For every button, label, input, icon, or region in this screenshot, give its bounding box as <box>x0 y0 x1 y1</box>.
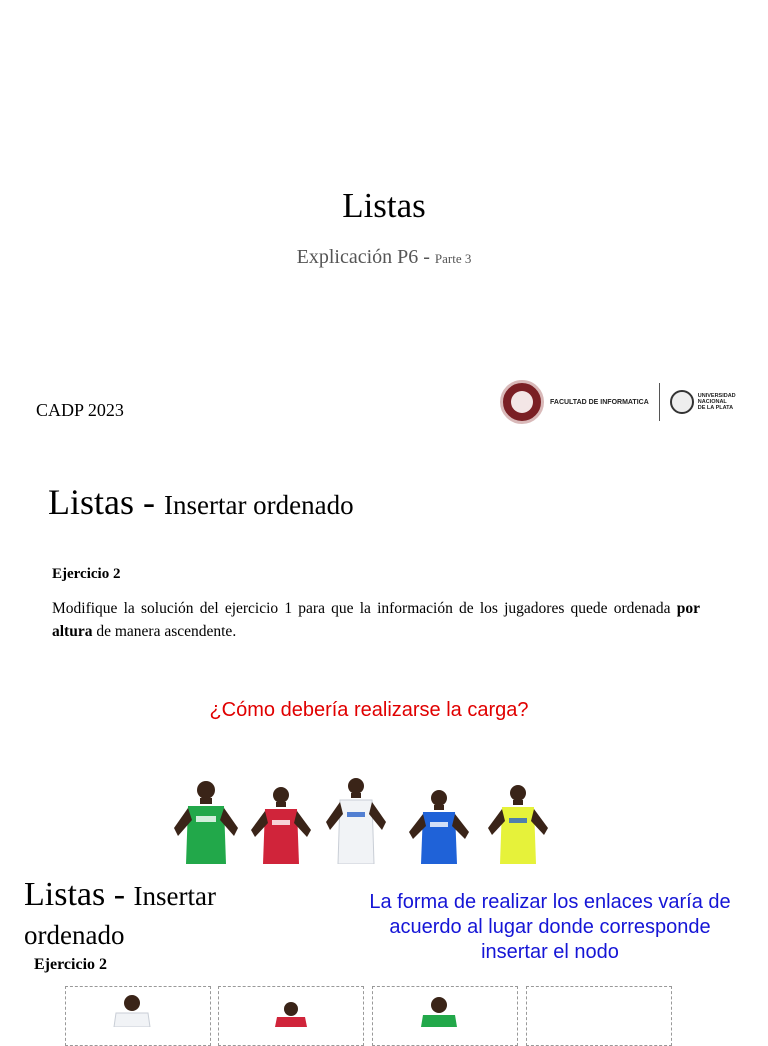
player-blue <box>402 786 476 864</box>
player-green <box>166 776 246 864</box>
player-white <box>318 774 394 864</box>
loading-question: ¿Cómo debería realizarse la carga? <box>209 699 529 721</box>
exercise-heading-2: Ejercicio 2 <box>34 956 108 973</box>
subtitle-main: Explicación P6 - <box>296 246 435 268</box>
node-box-3 <box>372 986 518 1046</box>
subtitle-part: Parte 3 <box>434 251 472 266</box>
exercise-heading: Ejercicio 2 <box>52 566 121 582</box>
logo-divider <box>659 383 660 421</box>
faculty-name: FACULTAD DE INFORMATICA <box>550 398 649 406</box>
node-box-2 <box>218 986 364 1046</box>
exercise-description: Modifique la solución del ejercicio 1 para que la información de los jugadores quede ordenada por altura de manera ascendente. <box>52 600 700 640</box>
node-box-4 <box>526 986 672 1046</box>
node-box-1 <box>65 986 211 1046</box>
slide2-title: Listas - Insertar ordenado <box>48 482 354 522</box>
university-seal-icon <box>670 390 694 414</box>
faculty-seal-icon <box>500 380 544 424</box>
university-name: UNIVERSIDAD NACIONAL DE LA PLATA <box>697 393 736 411</box>
player-yellow <box>480 780 556 864</box>
course-label: CADP 2023 <box>36 400 124 420</box>
player-red <box>244 782 318 864</box>
slide1-subtitle <box>0 246 768 269</box>
slide3-title: Listas - Insertar ordenado <box>24 876 216 950</box>
players-image <box>166 774 558 864</box>
linking-note: La forma de realizar los enlaces varía de acuerdo al lugar donde corresponde insertar el nodo <box>369 891 731 963</box>
slide1-title: Listas <box>342 186 426 225</box>
faculty-logo <box>500 376 762 428</box>
